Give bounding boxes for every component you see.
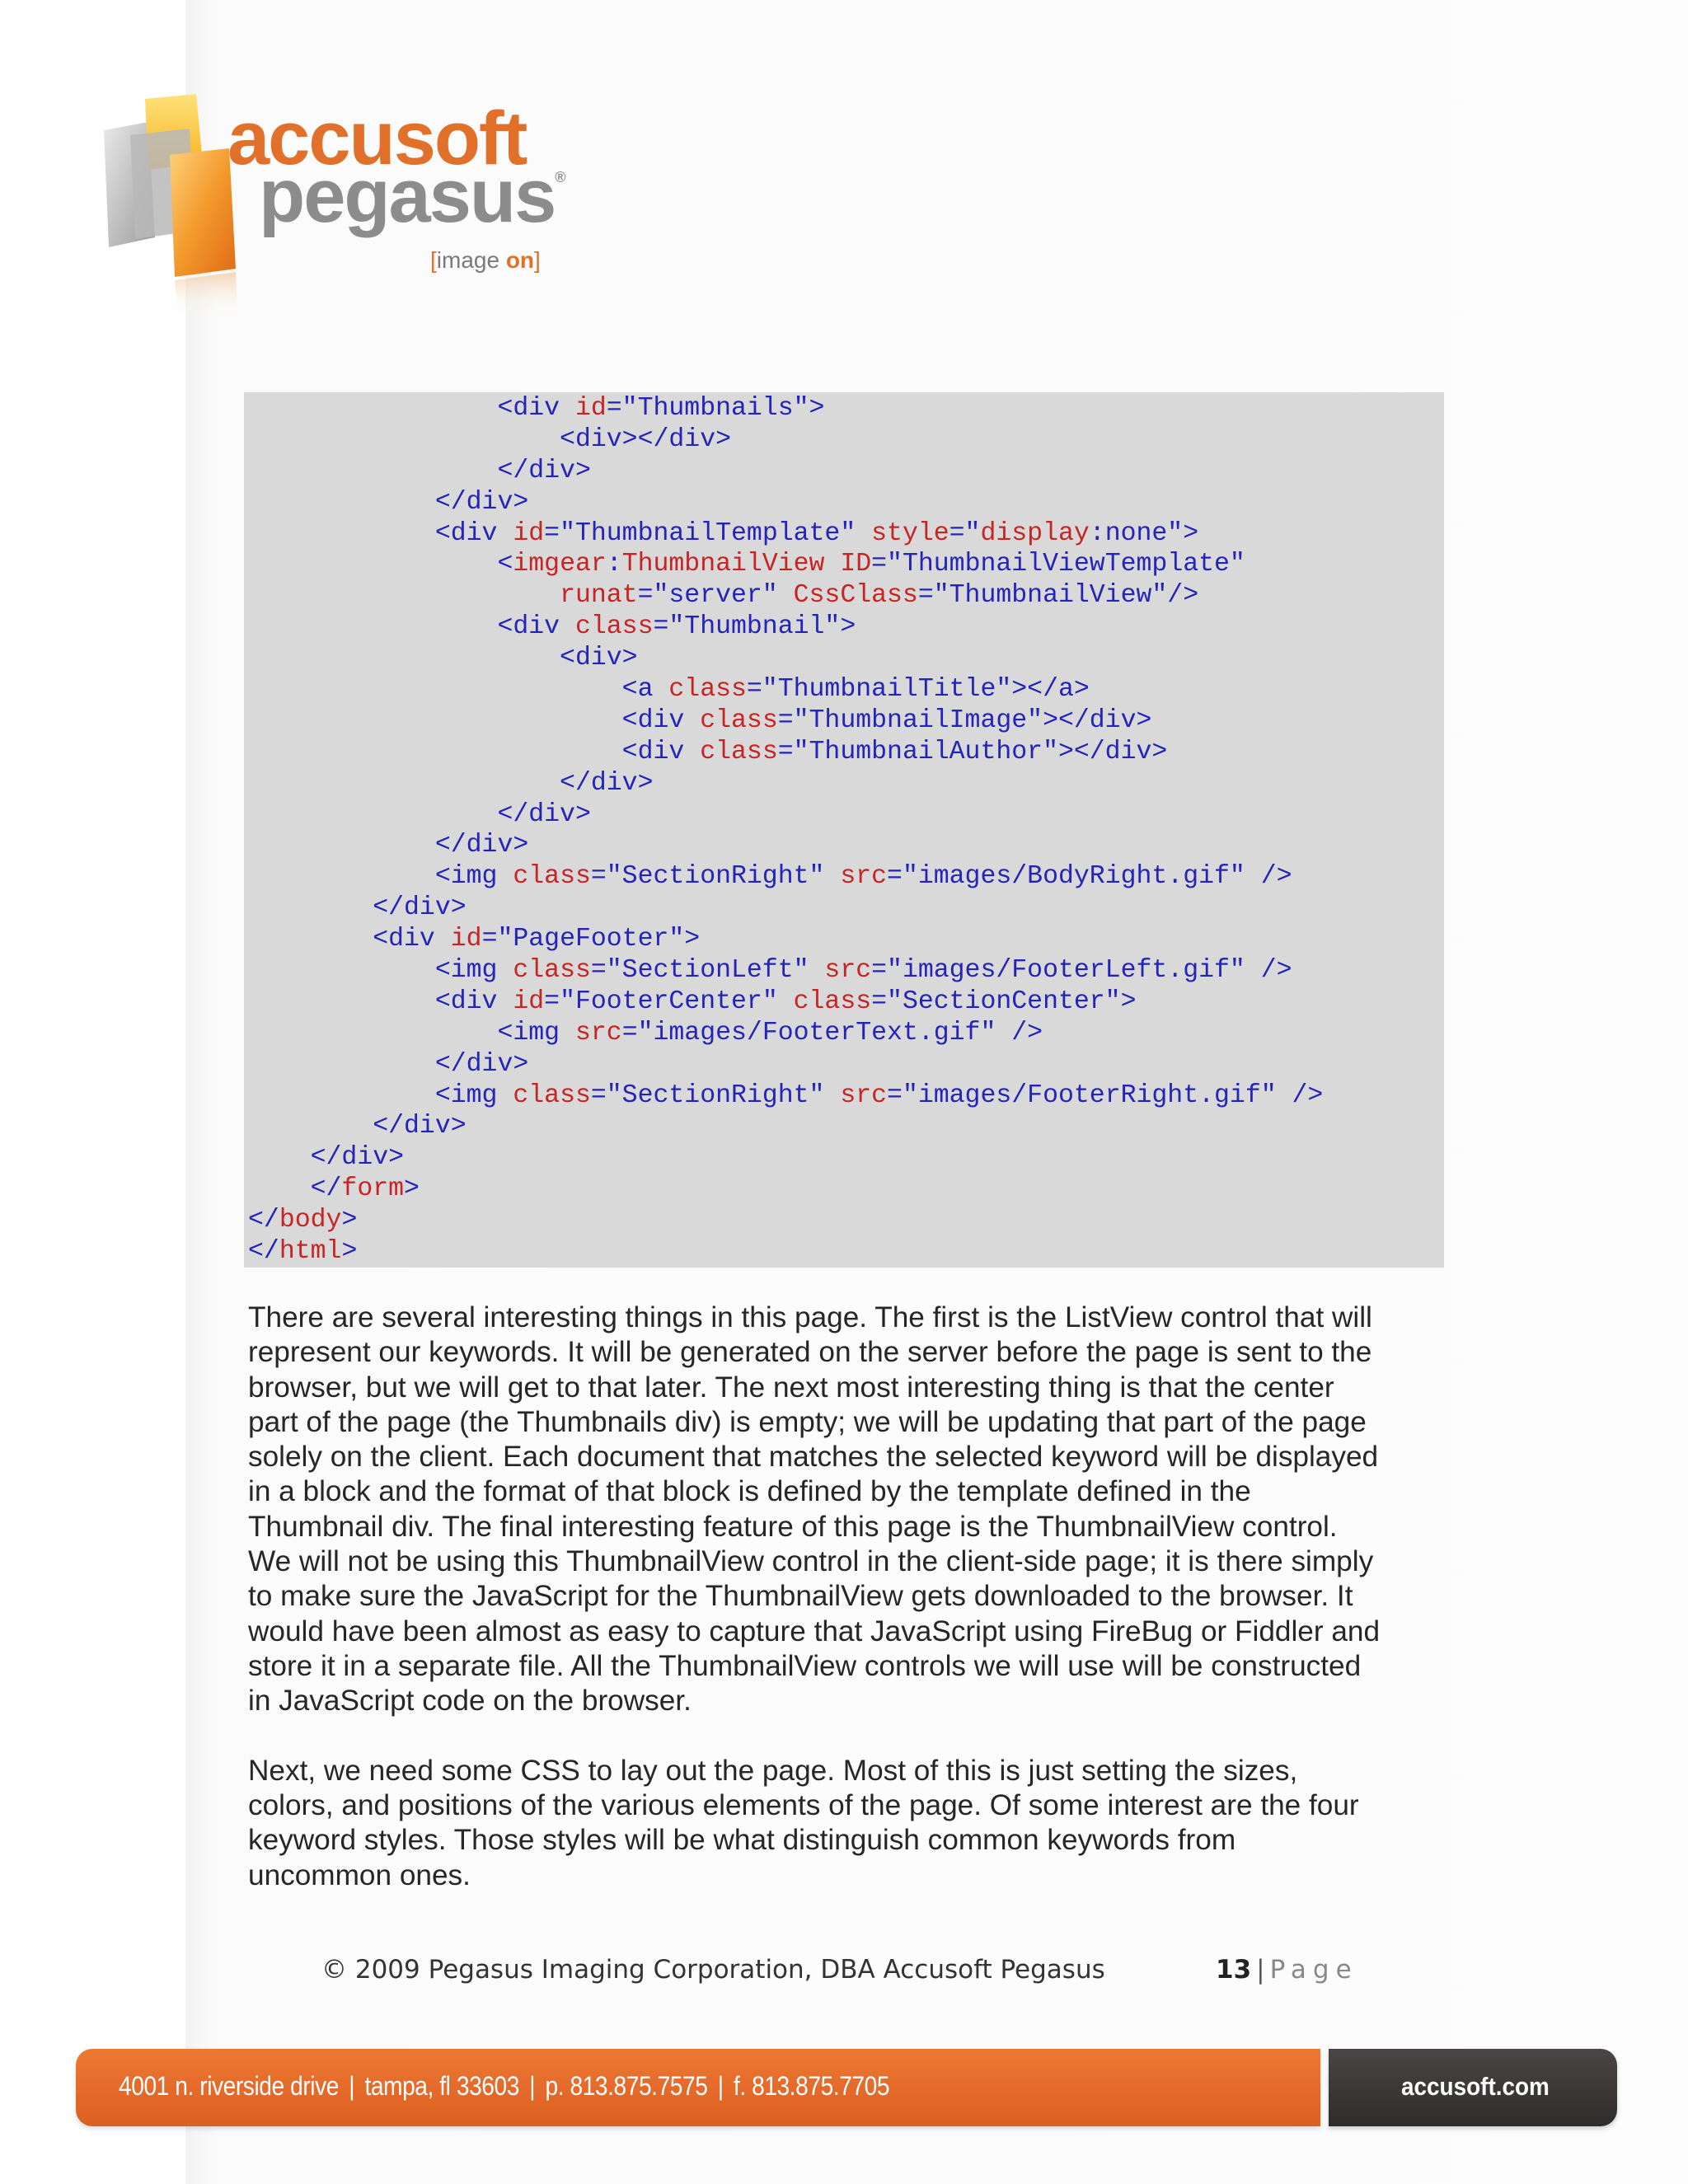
code-token xyxy=(248,581,560,610)
code-line xyxy=(248,705,1444,737)
paragraph-line: uncommon ones. xyxy=(248,1858,471,1891)
paragraph-line: There are several interesting things in this page. The first is the ListView control that will xyxy=(248,1301,1372,1333)
code-token: </div> xyxy=(248,799,591,829)
paragraph-line: would have been almost as easy to capture that JavaScript using FireBug or Fiddler and xyxy=(248,1615,1381,1647)
code-line xyxy=(248,1142,1444,1174)
code-line xyxy=(248,861,1444,893)
tagline-bracket-close: ] xyxy=(534,247,541,273)
code-token: src xyxy=(574,1018,622,1047)
code-token: imgear xyxy=(513,550,607,579)
paragraph-line: colors, and positions of the various elements of the page. Of some interest are the four xyxy=(248,1789,1359,1822)
code-token: src xyxy=(840,1080,888,1110)
paragraph-line: Thumbnail div. The final interesting feature of this page is the ThumbnailView control. xyxy=(248,1510,1338,1543)
code-line xyxy=(248,1018,1444,1049)
code-line xyxy=(248,456,1444,487)
code-token: <img xyxy=(248,956,513,986)
code-token: class xyxy=(700,737,778,766)
logo-word-pegasus-text: pegasus xyxy=(259,154,556,238)
code-token xyxy=(824,550,840,579)
code-token: </div> xyxy=(248,1143,405,1173)
paragraph-gap xyxy=(248,1719,1451,1754)
page-label: Page xyxy=(1269,1955,1358,1985)
code-token: ="images/BodyRight.gif" /> xyxy=(887,862,1292,892)
code-line xyxy=(248,768,1444,799)
code-token: : xyxy=(606,550,622,579)
code-token: < xyxy=(248,550,513,579)
paragraph-css-intro xyxy=(248,1754,1451,1893)
paragraph-line: in JavaScript code on the browser. xyxy=(248,1685,692,1718)
code-token: ="ThumbnailTitle"></a> xyxy=(746,675,1090,705)
body-text xyxy=(248,1301,1451,1893)
code-line xyxy=(248,924,1444,955)
code-token: body xyxy=(279,1206,342,1235)
accusoft-pegasus-logo xyxy=(97,91,575,330)
page-number xyxy=(1216,1955,1358,1985)
code-line xyxy=(248,549,1444,580)
tagline-image: image xyxy=(436,247,506,273)
code-token: display xyxy=(980,518,1090,548)
tagline-bracket-open: [ xyxy=(430,247,437,273)
code-token: <div xyxy=(248,518,513,548)
code-line xyxy=(248,987,1444,1018)
code-token: class xyxy=(513,1080,591,1110)
code-line xyxy=(248,487,1444,518)
address-city: tampa, fl 33603 xyxy=(364,2071,519,2101)
address-text xyxy=(119,2071,889,2102)
code-token: > xyxy=(341,1237,358,1267)
paragraph-line: browser, but we will get to that later. The next most interesting thing is that the center xyxy=(248,1371,1334,1404)
code-line xyxy=(248,612,1444,643)
code-line xyxy=(248,893,1444,924)
paragraph-line: We will not be using this ThumbnailView control in the client-side page; it is there simply xyxy=(248,1545,1374,1578)
code-token: class xyxy=(700,705,778,735)
code-line xyxy=(248,1111,1444,1142)
registered-mark: ® xyxy=(555,169,565,185)
code-token: ="images/FooterLeft.gif" /> xyxy=(871,956,1292,986)
paragraph-line: Next, we need some CSS to lay out the page. Most of this is just setting the sizes, xyxy=(248,1754,1298,1787)
code-token: src xyxy=(824,956,872,986)
code-token: ="images/FooterText.gif" /> xyxy=(621,1018,1043,1047)
code-token: ="Thumbnail"> xyxy=(653,612,856,642)
code-line xyxy=(248,830,1444,861)
code-line xyxy=(248,518,1444,550)
code-token: ID xyxy=(840,550,872,579)
code-token: ="ThumbnailViewTemplate" xyxy=(871,550,1245,579)
code-line xyxy=(248,1049,1444,1080)
code-token: class xyxy=(513,862,591,892)
code-token: <div xyxy=(248,705,701,735)
code-token: ="Thumbnails"> xyxy=(606,394,825,423)
code-token: src xyxy=(840,862,888,892)
code-token: <img xyxy=(248,1080,513,1110)
page-number-value: 13 xyxy=(1216,1955,1252,1985)
code-token: ="PageFooter"> xyxy=(481,925,701,954)
code-token: class xyxy=(574,612,654,642)
code-token: html xyxy=(279,1237,342,1267)
code-token: id xyxy=(513,518,545,548)
code-token: id xyxy=(513,987,545,1016)
code-token: id xyxy=(574,394,607,423)
code-token: <img xyxy=(248,862,513,892)
paragraph-line: solely on the client. Each document that matches the selected keyword will be displayed xyxy=(248,1441,1379,1474)
code-line xyxy=(248,737,1444,768)
code-token: id xyxy=(450,925,482,954)
paragraph-line: part of the page (the Thumbnails div) is empty; we will be updating that part of the page xyxy=(248,1405,1367,1438)
code-token: </ xyxy=(248,1206,279,1235)
paragraph-line: store it in a separate file. All the ThumbnailView controls we will use will be constructed xyxy=(248,1649,1362,1682)
paragraph-line: to make sure the JavaScript for the ThumbnailView gets downloaded to the browser. It xyxy=(248,1580,1353,1613)
code-token: class xyxy=(793,987,872,1016)
code-token: <div> xyxy=(248,644,638,673)
code-token: </div> xyxy=(248,1112,467,1141)
logo-word-accusoft: accusoft xyxy=(227,96,527,180)
code-token: > xyxy=(341,1206,358,1235)
paragraph-line: in a block and the format of that block is defined by the template defined in the xyxy=(248,1475,1251,1508)
address-fax: f. 813.875.7705 xyxy=(733,2071,890,2101)
code-token: class xyxy=(668,675,747,705)
paragraph-line: represent our keywords. It will be generated on the server before the page is sent to the xyxy=(248,1336,1372,1369)
code-token: <div xyxy=(248,394,575,423)
code-token: </div> xyxy=(248,1049,529,1079)
code-line xyxy=(248,674,1444,705)
code-line xyxy=(248,955,1444,987)
code-token: <div xyxy=(248,925,451,954)
address-street: 4001 n. riverside drive xyxy=(119,2071,339,2101)
copyright-notice: © 2009 Pegasus Imaging Corporation, DBA Accusoft Pegasus xyxy=(321,1955,1105,1985)
logo-tagline xyxy=(430,249,541,272)
logo-word-pegasus xyxy=(259,154,565,238)
paragraph-listview-explanation xyxy=(248,1301,1451,1719)
code-token: </div> xyxy=(248,831,529,860)
code-token: </ xyxy=(248,1237,279,1267)
code-line xyxy=(248,643,1444,674)
code-token: ="images/FooterRight.gif" /> xyxy=(887,1080,1324,1110)
code-token: ="ThumbnailImage"></div> xyxy=(777,705,1152,735)
address-bar xyxy=(76,2049,1320,2126)
code-token: ="SectionRight" xyxy=(590,862,841,892)
code-token: CssClass xyxy=(793,581,918,611)
code-token: ThumbnailView xyxy=(621,550,825,579)
address-phone: p. 813.875.7575 xyxy=(545,2071,708,2101)
code-token: ="ThumbnailTemplate" xyxy=(544,518,872,548)
code-token: </ xyxy=(248,1174,342,1204)
website-link[interactable]: accusoft.com xyxy=(1401,2072,1550,2101)
address-pipe-2: | xyxy=(529,2071,536,2101)
code-token: </div> xyxy=(248,456,591,485)
code-token: =" xyxy=(949,518,981,548)
code-token: <div xyxy=(248,987,513,1016)
code-line xyxy=(248,1080,1444,1112)
code-token: :none"> xyxy=(1089,518,1199,548)
code-token: </div> xyxy=(248,487,529,517)
code-token: ="ThumbnailAuthor"></div> xyxy=(777,737,1168,766)
code-line xyxy=(248,393,1444,424)
address-pipe-1: | xyxy=(349,2071,355,2101)
code-token: ="SectionRight" xyxy=(590,1080,841,1110)
code-line xyxy=(248,1205,1444,1236)
code-line xyxy=(248,1236,1444,1268)
code-token: ="server" xyxy=(637,581,794,611)
code-token: <img xyxy=(248,1018,575,1047)
code-token: > xyxy=(404,1174,420,1204)
code-token: </div> xyxy=(248,768,654,798)
code-token: form xyxy=(341,1174,405,1204)
code-token: style xyxy=(871,518,950,548)
code-line xyxy=(248,580,1444,612)
tagline-on: on xyxy=(505,247,535,273)
code-token: ="FooterCenter" xyxy=(544,987,794,1016)
code-token: <div xyxy=(248,737,701,766)
code-line xyxy=(248,799,1444,831)
code-token: class xyxy=(513,956,591,986)
code-token: <div xyxy=(248,612,575,642)
code-token: runat xyxy=(560,581,638,611)
address-pipe-3: | xyxy=(717,2071,724,2101)
code-line xyxy=(248,1174,1444,1205)
code-token: ="ThumbnailView"/> xyxy=(917,581,1199,611)
website-bar xyxy=(1329,2049,1617,2126)
code-token: ="SectionLeft" xyxy=(590,956,825,986)
code-token: ="SectionCenter"> xyxy=(871,987,1137,1016)
code-token: <div></div> xyxy=(248,424,731,454)
page-footer xyxy=(321,1955,1360,1996)
logo-cube-icon xyxy=(97,91,246,330)
code-listing xyxy=(244,392,1444,1268)
code-line xyxy=(248,424,1444,456)
page-number-separator: | xyxy=(1256,1955,1265,1985)
code-token: <a xyxy=(248,675,669,705)
code-token: </div> xyxy=(248,893,467,923)
paragraph-line: keyword styles. Those styles will be what distinguish common keywords from xyxy=(248,1824,1236,1857)
